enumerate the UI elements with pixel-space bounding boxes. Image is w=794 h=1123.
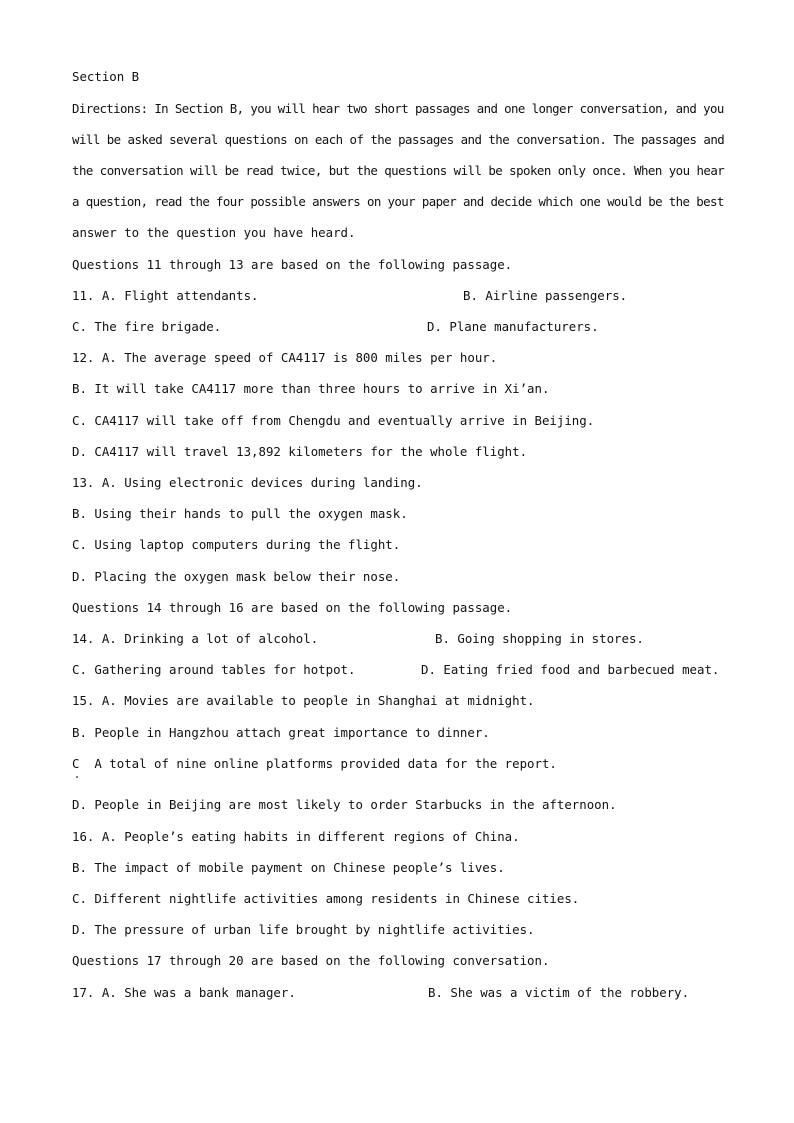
option-14d: D. Eating fried food and barbecued meat. — [421, 662, 720, 677]
section-title: Section B — [72, 69, 140, 84]
option-13d: D. Placing the oxygen mask below their nose. — [72, 569, 401, 584]
passage-intro: Questions 14 through 16 are based on the following passage. — [72, 600, 513, 615]
directions-line: the conversation will be read twice, but the questions will be spoken only once. When you hear — [72, 163, 725, 178]
option-13b: B. Using their hands to pull the oxygen mask. — [72, 506, 408, 521]
option-15a: 15. A. Movies are available to people in Shanghai at midnight. — [72, 693, 535, 708]
option-14b: B. Going shopping in stores. — [435, 631, 644, 646]
option-13a: 13. A. Using electronic devices during landing. — [72, 475, 423, 490]
option-17b: B. She was a victim of the robbery. — [428, 985, 690, 1000]
option-12d: D. CA4117 will travel 13,892 kilometers for the whole flight. — [72, 444, 528, 459]
conversation-intro: Questions 17 through 20 are based on the following conversation. — [72, 953, 550, 968]
option-11d: D. Plane manufacturers. — [427, 319, 599, 334]
option-12c: C. CA4117 will take off from Chengdu and eventually arrive in Beijing. — [72, 413, 595, 428]
directions-line: a question, read the four possible answers on your paper and decide which one would be the best — [72, 194, 724, 209]
passage-intro: Questions 11 through 13 are based on the following passage. — [72, 257, 513, 272]
option-14c: C. Gathering around tables for hotpot. — [72, 662, 356, 677]
option-14a: 14. A. Drinking a lot of alcohol. — [72, 631, 319, 646]
option-16a: 16. A. People’s eating habits in different regions of China. — [72, 829, 520, 844]
option-17a: 17. A. She was a bank manager. — [72, 985, 296, 1000]
option-12b: B. It will take CA4117 more than three hours to arrive in Xi’an. — [72, 381, 550, 396]
directions-line: answer to the question you have heard. — [72, 225, 356, 240]
directions-line: will be asked several questions on each of the passages and the conversation. The passages and — [72, 132, 725, 147]
option-12a: 12. A. The average speed of CA4117 is 800 miles per hour. — [72, 350, 498, 365]
option-15c: C A total of nine online platforms provided data for the report. — [72, 756, 557, 771]
option-16d: D. The pressure of urban life brought by nightlife activities. — [72, 922, 535, 937]
option-11b: B. Airline passengers. — [463, 288, 628, 303]
option-15d: D. People in Beijing are most likely to order Starbucks in the afternoon. — [72, 797, 617, 812]
option-16b: B. The impact of mobile payment on Chinese people’s lives. — [72, 860, 505, 875]
option-16c: C. Different nightlife activities among residents in Chinese cities. — [72, 891, 580, 906]
option-11c: C. The fire brigade. — [72, 319, 222, 334]
option-15b: B. People in Hangzhou attach great importance to dinner. — [72, 725, 490, 740]
option-13c: C. Using laptop computers during the flight. — [72, 537, 401, 552]
stray-mark — [76, 776, 78, 778]
directions-line: Directions: In Section B, you will hear two short passages and one longer conversation, and you — [72, 101, 724, 116]
option-11a: 11. A. Flight attendants. — [72, 288, 259, 303]
